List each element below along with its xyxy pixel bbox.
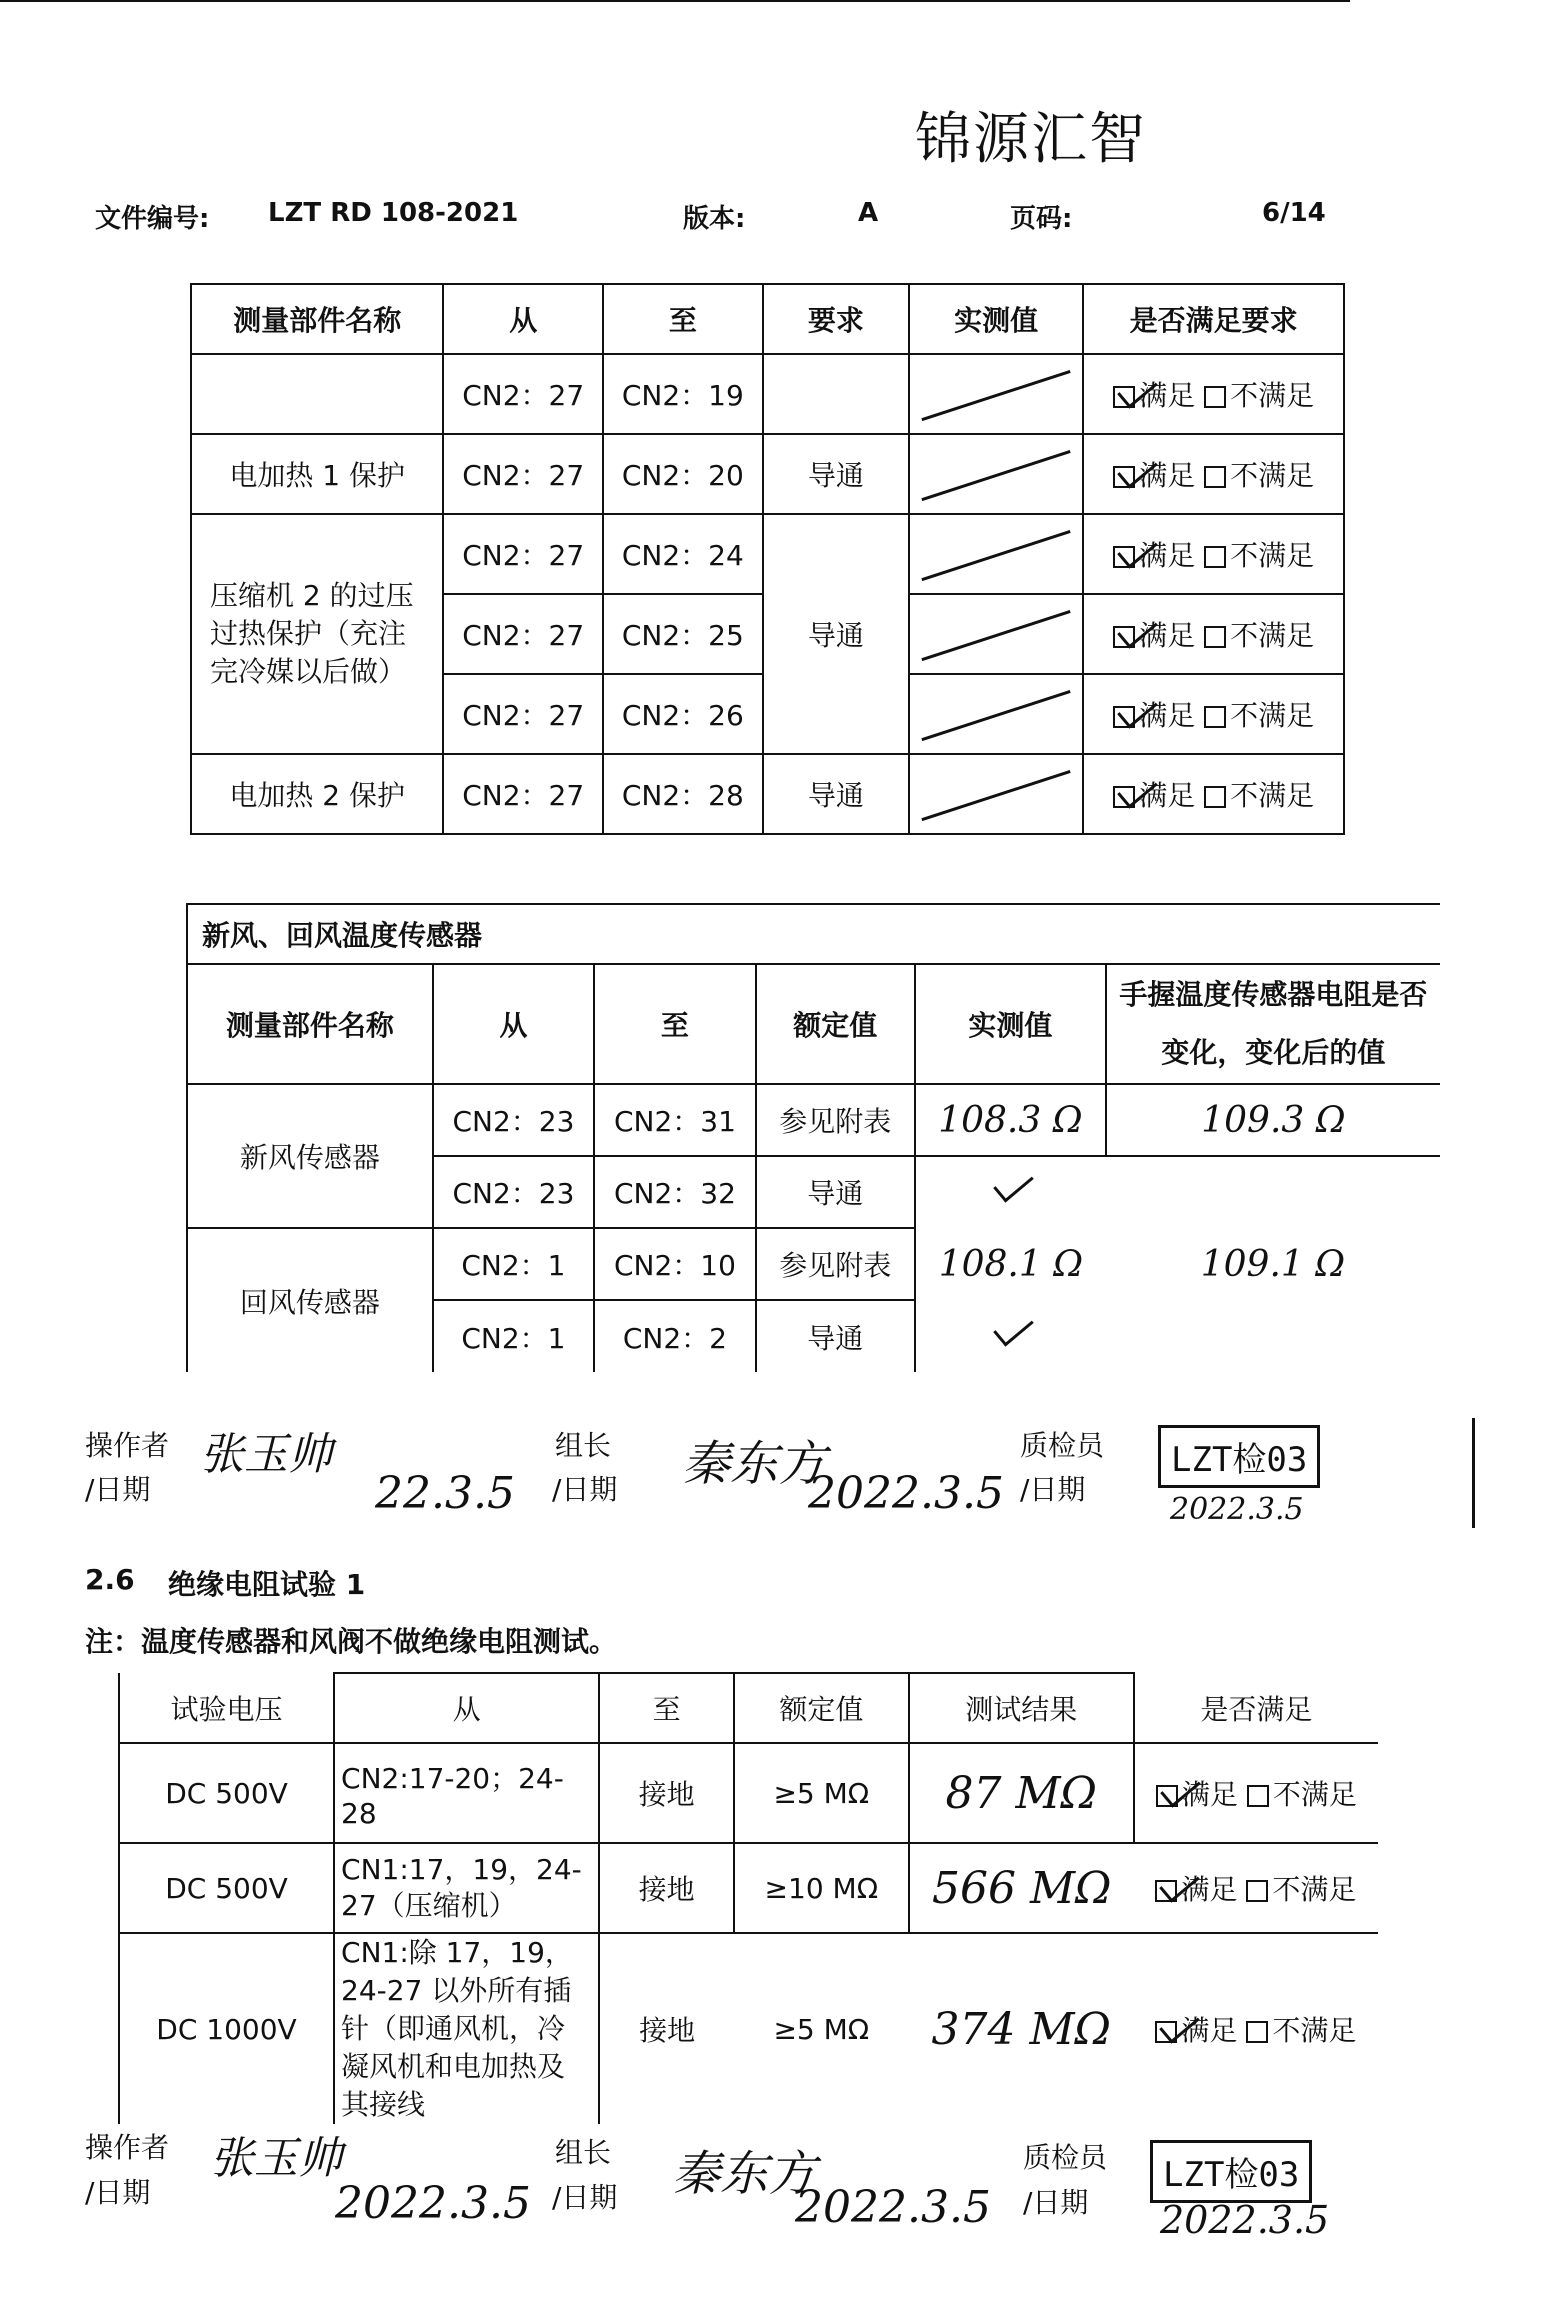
row-from: CN2：23 [433, 1084, 595, 1156]
measured-slash [909, 674, 1083, 754]
row-from: CN2:17-20；24-28 [334, 1743, 599, 1843]
table-row [191, 354, 1344, 434]
row-to: CN2：10 [594, 1228, 756, 1300]
operator-signature: 张玉帅 [210, 2133, 342, 2184]
col-to: 至 [603, 284, 763, 354]
ok-label: 满足 [1139, 699, 1196, 732]
row-after: 109.1 Ω [1200, 1243, 1346, 1285]
doc-no-label: 文件编号: [95, 204, 210, 234]
row-result: 87 MΩ [909, 1743, 1134, 1843]
row-from: CN1:17，19，24-27（压缩机） [334, 1843, 599, 1933]
operator-label: 操作者 [85, 2131, 170, 2164]
measured-tick [915, 1156, 1106, 1228]
row-req: 导通 [763, 514, 909, 754]
continuity-table [190, 283, 1345, 835]
leader-signature: 秦东方 [672, 2146, 817, 2202]
qc-date: 2022.3.5 [1160, 2198, 1330, 2242]
operator-signature: 张玉帅 [200, 1429, 332, 1480]
page-number: 6/14 [1262, 198, 1326, 228]
brand-title: 锦源汇智 [915, 107, 1147, 172]
ok-label: 满足 [1181, 1873, 1238, 1906]
measured-tick [915, 1300, 1106, 1372]
version: A [858, 198, 879, 228]
row-to: CN2：24 [603, 514, 763, 594]
checkbox-checked-icon [1113, 786, 1135, 808]
row-voltage: DC 1000V [119, 1933, 334, 2124]
row-result: 374 MΩ [931, 2003, 1112, 2055]
row-after [1106, 1300, 1440, 1372]
row-to: CN2：25 [603, 594, 763, 674]
row-from: CN2：1 [433, 1228, 595, 1300]
measured-slash [909, 594, 1083, 674]
checkbox-icon [1247, 1785, 1269, 1807]
col-rated: 额定值 [756, 964, 915, 1084]
row-after: 109.3 Ω [1106, 1084, 1440, 1156]
section-note: 注：温度传感器和风阀不做绝缘电阻测试。 [85, 1625, 618, 1658]
operator-date-label: /日期 [85, 1473, 151, 1506]
row-from: CN2：27 [443, 594, 603, 674]
row-to: CN2：2 [594, 1300, 756, 1372]
checkbox-icon [1204, 466, 1226, 488]
checkbox-checked-icon [1155, 2021, 1177, 2043]
ok-choice [1134, 1933, 1378, 2124]
table-row [191, 434, 1344, 514]
checkbox-icon [1204, 626, 1226, 648]
row-to: CN2：32 [594, 1156, 756, 1228]
table-row [187, 1084, 1440, 1156]
row-name: 电加热 1 保护 [191, 434, 443, 514]
section-number: 2.6 [85, 1563, 135, 1596]
row-rated: ≥5 MΩ [734, 1743, 909, 1843]
measured-slash [909, 514, 1083, 594]
row-rated: ≥10 MΩ [734, 1843, 909, 1933]
ok-label: 满足 [1181, 1778, 1238, 1811]
sensor-table [186, 903, 1440, 1372]
ok-choice [1083, 674, 1344, 754]
row-name: 电加热 2 保护 [191, 754, 443, 834]
ok-label: 满足 [1139, 379, 1196, 412]
checkbox-icon [1246, 1880, 1268, 1902]
table-row [119, 1843, 1378, 1933]
row-rated: 参见附表 [756, 1228, 915, 1300]
row-from: CN2：27 [443, 674, 603, 754]
ok-label: 满足 [1139, 539, 1196, 572]
col-from: 从 [334, 1673, 599, 1743]
table-row [119, 1743, 1378, 1843]
col-voltage: 试验电压 [119, 1673, 334, 1743]
checkbox-icon [1246, 2021, 1268, 2043]
checkbox-checked-icon [1113, 626, 1135, 648]
row-from: CN2：27 [443, 434, 603, 514]
row-measured: 108.3 Ω [915, 1084, 1106, 1156]
operator-date: 2022.3.5 [335, 2178, 531, 2229]
col-from: 从 [433, 964, 595, 1084]
row-to: CN2：26 [603, 674, 763, 754]
leader-signature: 秦东方 [682, 1436, 827, 1492]
col-after: 手握温度传感器电阻是否变化，变化后的值 [1106, 964, 1440, 1084]
checkbox-checked-icon [1113, 546, 1135, 568]
section-title: 绝缘电阻试验 1 [168, 1568, 366, 1601]
doc-no: LZT RD 108-2021 [268, 198, 519, 228]
row-req: 导通 [763, 754, 909, 834]
row-name [191, 354, 443, 434]
nok-label: 不满足 [1230, 539, 1315, 572]
row-rated: ≥5 MΩ [773, 2012, 870, 2046]
operator-date: 22.3.5 [375, 1468, 515, 1519]
checkbox-checked-icon [1113, 386, 1135, 408]
row-name: 新风传感器 [187, 1084, 433, 1228]
col-from: 从 [443, 284, 603, 354]
nok-label: 不满足 [1230, 779, 1315, 812]
ok-choice [1083, 514, 1344, 594]
qc-date-label: /日期 [1020, 1473, 1086, 1506]
ok-label: 满足 [1139, 459, 1196, 492]
leader-label: 组长 [555, 1429, 612, 1462]
checkbox-icon [1204, 786, 1226, 808]
col-ok: 是否满足要求 [1083, 284, 1344, 354]
row-from: CN2：27 [443, 754, 603, 834]
checkbox-icon [1204, 386, 1226, 408]
nok-label: 不满足 [1230, 699, 1315, 732]
leader-date: 2022.3.5 [795, 2182, 991, 2233]
nok-label: 不满足 [1272, 1778, 1357, 1811]
row-rated: 导通 [756, 1300, 915, 1372]
row-from: CN2：23 [433, 1156, 595, 1228]
page-label: 页码: [1010, 204, 1073, 234]
row-rated: 导通 [756, 1156, 915, 1228]
checkbox-checked-icon [1156, 1785, 1178, 1807]
nok-label: 不满足 [1272, 2014, 1357, 2047]
insulation-table [118, 1672, 1378, 2124]
ok-choice [1083, 754, 1344, 834]
row-to: CN2：31 [594, 1084, 756, 1156]
row-voltage: DC 500V [119, 1843, 334, 1933]
ok-label: 满足 [1181, 2014, 1238, 2047]
row-req: 导通 [763, 434, 909, 514]
ok-choice [1083, 594, 1344, 674]
col-name: 测量部件名称 [187, 964, 433, 1084]
measured-slash [909, 754, 1083, 834]
nok-label: 不满足 [1230, 379, 1315, 412]
col-measured: 实测值 [909, 284, 1083, 354]
col-to: 至 [594, 964, 756, 1084]
qc-stamp: LZT检03 [1150, 2140, 1312, 2203]
row-voltage: DC 500V [119, 1743, 334, 1843]
measured-slash [909, 434, 1083, 514]
table-row [119, 1933, 1378, 2124]
measured-slash [909, 354, 1083, 434]
row-rated: 参见附表 [756, 1084, 915, 1156]
nok-label: 不满足 [1230, 459, 1315, 492]
row-to: 接地 [599, 1843, 734, 1933]
col-rated: 额定值 [734, 1673, 909, 1743]
ok-choice [1134, 1843, 1378, 1933]
checkbox-checked-icon [1113, 466, 1135, 488]
checkbox-icon [1204, 706, 1226, 728]
row-name: 回风传感器 [187, 1228, 433, 1372]
col-result: 测试结果 [909, 1673, 1134, 1743]
operator-date-label: /日期 [85, 2176, 151, 2209]
qc-label: 质检员 [1020, 1429, 1105, 1462]
row-from: CN2：27 [443, 514, 603, 594]
row-to: 接地 [639, 2014, 696, 2047]
ok-label: 满足 [1139, 779, 1196, 812]
version-label: 版本: [683, 204, 746, 234]
check-mark-icon [991, 1326, 1031, 1346]
ok-choice [1083, 354, 1344, 434]
checkbox-icon [1204, 546, 1226, 568]
row-name: 压缩机 2 的过压过热保护（充注完冷媒以后做） [191, 514, 443, 754]
row-after [1106, 1156, 1440, 1228]
row-to: CN2：28 [603, 754, 763, 834]
row-req [763, 354, 909, 434]
nok-label: 不满足 [1230, 619, 1315, 652]
checkbox-checked-icon [1155, 1880, 1177, 1902]
ok-choice [1134, 1743, 1378, 1843]
col-name: 测量部件名称 [191, 284, 443, 354]
row-from: CN2：1 [433, 1300, 595, 1372]
header-rule [0, 0, 1350, 2]
col-req: 要求 [763, 284, 909, 354]
leader-date: 2022.3.5 [808, 1468, 1004, 1519]
col-ok: 是否满足 [1134, 1673, 1378, 1743]
table-row [191, 754, 1344, 834]
leader-label: 组长 [555, 2136, 612, 2169]
ok-choice [1083, 434, 1344, 514]
qc-label: 质检员 [1023, 2141, 1108, 2174]
col-measured: 实测值 [915, 964, 1106, 1084]
table-row [187, 1228, 1440, 1300]
row-measured: 108.1 Ω [915, 1228, 1106, 1300]
checkbox-checked-icon [1113, 706, 1135, 728]
table-row [191, 514, 1344, 594]
leader-date-label: /日期 [552, 1473, 618, 1506]
qc-stamp: LZT检03 [1158, 1425, 1320, 1488]
col-to: 至 [599, 1673, 734, 1743]
leader-date-label: /日期 [552, 2181, 618, 2214]
row-from: CN1:除 17，19，24-27 以外所有插针（即通风机，冷凝风机和电加热及其接线 [334, 1933, 599, 2124]
ok-label: 满足 [1139, 619, 1196, 652]
sensor-table-title: 新风、回风温度传感器 [187, 904, 1440, 964]
nok-label: 不满足 [1272, 1873, 1357, 1906]
row-to: CN2：19 [603, 354, 763, 434]
row-result: 566 MΩ [909, 1843, 1134, 1933]
qc-date: 2022.3.5 [1170, 1492, 1304, 1527]
row-to: CN2：20 [603, 434, 763, 514]
qc-date-label: /日期 [1023, 2186, 1089, 2219]
row-to: 接地 [599, 1743, 734, 1843]
margin-mark [1472, 1418, 1475, 1528]
operator-label: 操作者 [85, 1429, 170, 1462]
row-from: CN2：27 [443, 354, 603, 434]
check-mark-icon [991, 1182, 1031, 1202]
